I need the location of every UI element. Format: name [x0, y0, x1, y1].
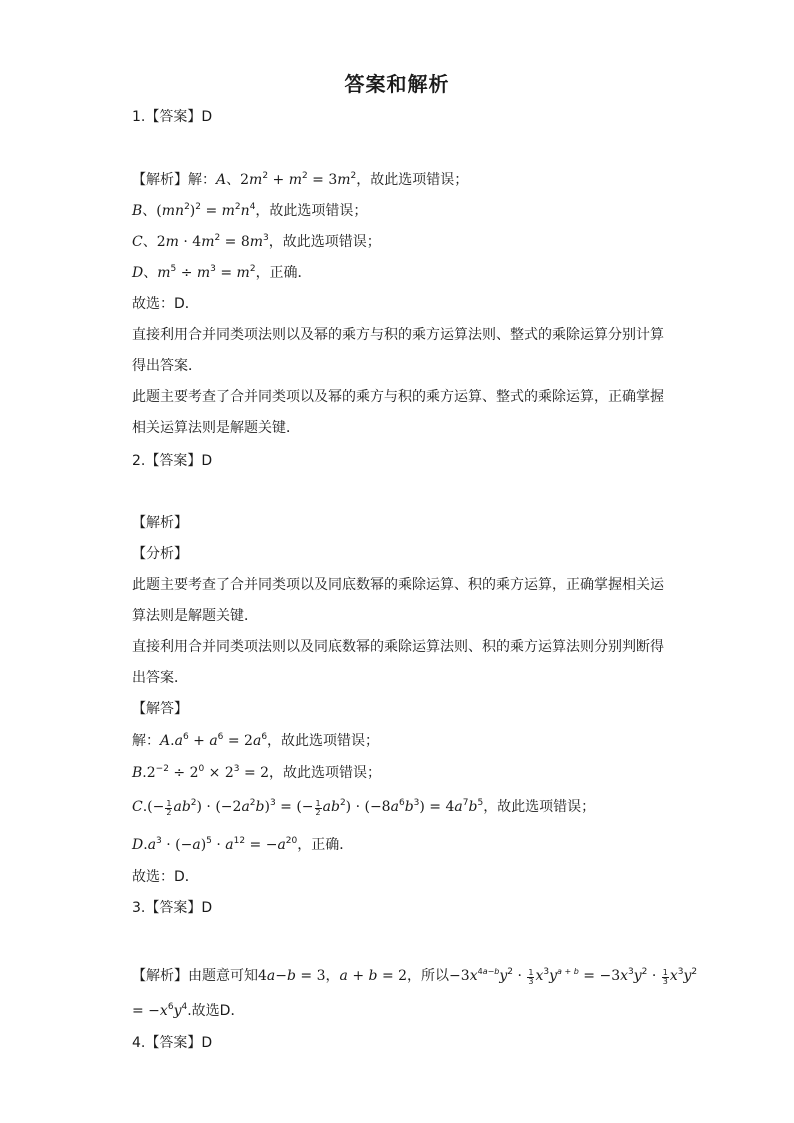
q1-option-b: B、$(mn^2)^2 = m^2n^4$，故此选项错误；	[132, 202, 368, 219]
jieda-label: 【解答】	[132, 701, 188, 717]
answer-line-q1: 1.【答案】D	[132, 109, 213, 125]
answer-line-q4: 4.【答案】D	[132, 1035, 213, 1051]
q1-option-a: 【解析】解：A、$2m^2 + m^2 = 3m^2$，故此选项错误；	[132, 171, 469, 188]
q2-fenxi-3: 直接利用合并同类项法则以及同底数幂的乘除运算法则、积的乘方运算法则分别判断得	[132, 639, 664, 655]
q2-fenxi-2: 算法则是解题关键．	[132, 608, 258, 624]
answer-line-q2: 2.【答案】D	[132, 453, 213, 469]
fenxi-label: 【分析】	[132, 546, 188, 562]
q1-summary-1: 此题主要考查了合并同类项以及幂的乘方与积的乘方运算、整式的乘除运算，正确掌握	[132, 389, 664, 405]
q2-fenxi-1: 此题主要考查了合并同类项以及同底数幂的乘除运算、积的乘方运算，正确掌握相关运	[132, 577, 664, 593]
q1-option-c: C、$2m \cdot 4m^2 = 8m^3$，故此选项错误；	[132, 233, 381, 250]
jiexi-label: 【解析】	[132, 968, 188, 984]
jiexi-label: 【解析】	[132, 515, 188, 531]
q2-fenxi-4: 出答案．	[132, 670, 188, 686]
q1-analysis-2: 得出答案．	[132, 358, 202, 374]
q1-choose: 故选：D．	[132, 296, 199, 312]
q3-solution-line-1: 【解析】由题意可知4a−b = 3，a + b = 2，所以$-3x^{4a-b}y^2$ · $\frac{1}{3}$ $x^3y^{a + b} = -3x^3y^2$ · $\frac{1}{3}$ $x^3y^2$	[132, 967, 698, 986]
q1-analysis-1: 直接利用合并同类项法则以及幂的乘方与积的乘方运算法则、整式的乘除运算分别计算	[132, 327, 664, 343]
q2-choose: 故选：D．	[132, 869, 199, 885]
page-title: 答案和解析	[344, 72, 450, 96]
q3-solution-line-2: = $-x^6y^4$.故选D．	[132, 1002, 245, 1019]
q1-option-d: D、$m^5 \div m^3 = m^2$，正确．	[132, 264, 312, 281]
q2-option-a: 解：$A.a^6 + a^6 = 2a^6$，故此选项错误；	[132, 732, 380, 749]
q2-option-c: C.(− $\frac{1}{2}$ $ab^2) \cdot (-2a^2b)^3$ = (− $\frac{1}{2}$ $ab^2) \cdot (-8a^6b^3) = 4a^7b^5$，故此选项错误；	[132, 798, 596, 817]
jiexi-label: 【解析】	[132, 172, 188, 188]
answer-line-q3: 3.【答案】D	[132, 900, 213, 916]
q2-option-d: $D.a^3 \cdot (-a)^5 \cdot a^{12} = -a^{20}$，正确．	[132, 836, 354, 853]
q1-summary-2: 相关运算法则是解题关键．	[132, 420, 300, 436]
q2-option-b: $B.2^{-2} \div 2^0 \times 2^3 = 2$，故此选项错误；	[132, 764, 382, 781]
